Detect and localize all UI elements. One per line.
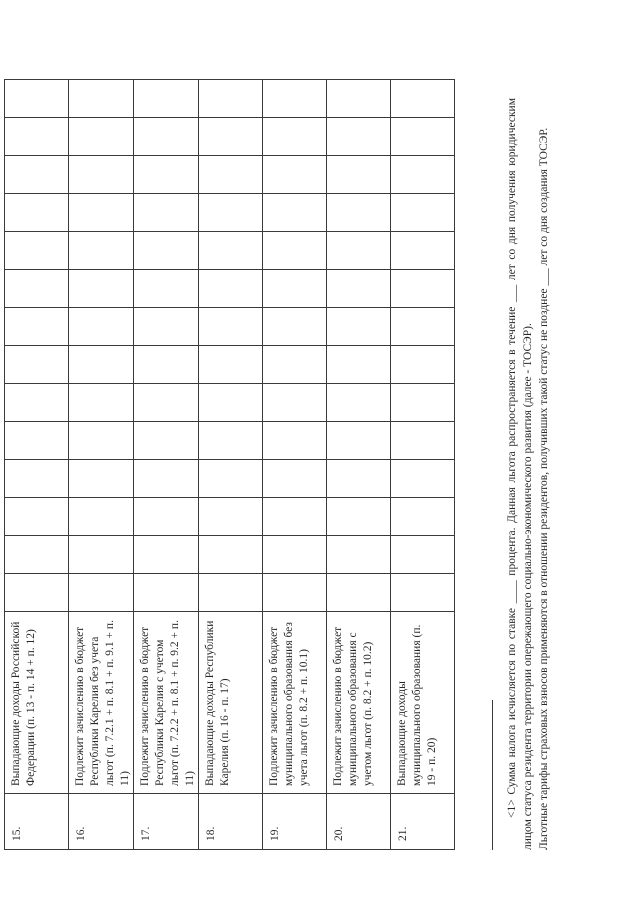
value-cell (391, 460, 455, 498)
value-cell (69, 118, 134, 156)
value-cell (134, 80, 199, 118)
row-indicator-name: Выпадающие доходы муниципального образования (п. 19 - п. 20) (391, 612, 455, 794)
value-cell (263, 232, 327, 270)
footnote-2: Льготные тарифы страховых взносов применяются в отношении резидентов, получивших такой статус не позднее ___ лет со дня создания ТОСЭР. (538, 127, 550, 850)
value-cell (199, 156, 263, 194)
value-cell (263, 156, 327, 194)
row-number: 18. (199, 794, 263, 850)
budget-table-body (5, 80, 455, 850)
value-cell (5, 536, 69, 574)
value-cell (263, 308, 327, 346)
value-cell (199, 574, 263, 612)
value-cell (263, 460, 327, 498)
value-cell (134, 536, 199, 574)
value-cell (199, 80, 263, 118)
value-cell (69, 194, 134, 232)
value-cell (391, 536, 455, 574)
value-cell (199, 384, 263, 422)
value-cell (391, 308, 455, 346)
value-cell (391, 422, 455, 460)
value-cell (327, 80, 391, 118)
value-cell (263, 574, 327, 612)
row-indicator-name: Подлежит зачислению в бюджет Республики Карелия без учета льгот (п. 7.2.1 + п. 8.1 + п. 9.1 + п. 11) (69, 612, 134, 794)
value-cell (327, 118, 391, 156)
value-cell (134, 460, 199, 498)
value-cell (199, 422, 263, 460)
budget-table (4, 79, 455, 850)
value-cell (134, 118, 199, 156)
footnote-separator (492, 700, 493, 850)
value-cell (69, 536, 134, 574)
value-cell (5, 460, 69, 498)
row-number: 21. (391, 794, 455, 850)
value-cell (199, 536, 263, 574)
value-cell (327, 460, 391, 498)
value-cell (327, 232, 391, 270)
value-cell (134, 574, 199, 612)
value-cell (327, 498, 391, 536)
value-cell (327, 536, 391, 574)
row-indicator-name: Подлежит зачислению в бюджет муниципального образования без учета льгот (п. 8.2 + п. 10.1) (263, 612, 327, 794)
value-cell (69, 460, 134, 498)
row-number: 20. (327, 794, 391, 850)
value-cell (5, 574, 69, 612)
value-cell (391, 156, 455, 194)
value-cell (69, 384, 134, 422)
value-cell (391, 118, 455, 156)
table-row (327, 80, 391, 850)
value-cell (391, 194, 455, 232)
value-cell (5, 118, 69, 156)
value-cell (263, 346, 327, 384)
value-cell (327, 270, 391, 308)
value-cell (199, 498, 263, 536)
value-cell (263, 498, 327, 536)
value-cell (5, 498, 69, 536)
value-cell (69, 270, 134, 308)
value-cell (327, 346, 391, 384)
value-cell (5, 384, 69, 422)
value-cell (391, 574, 455, 612)
value-cell (5, 194, 69, 232)
value-cell (69, 232, 134, 270)
value-cell (134, 422, 199, 460)
value-cell (263, 422, 327, 460)
value-cell (5, 156, 69, 194)
value-cell (69, 498, 134, 536)
table-row (263, 80, 327, 850)
value-cell (327, 574, 391, 612)
value-cell (263, 80, 327, 118)
value-cell (391, 80, 455, 118)
row-number: 15. (5, 794, 69, 850)
value-cell (263, 194, 327, 232)
value-cell (391, 384, 455, 422)
value-cell (327, 194, 391, 232)
value-cell (5, 422, 69, 460)
table-row (134, 80, 199, 850)
value-cell (134, 270, 199, 308)
value-cell (69, 80, 134, 118)
row-indicator-name: Выпадающие доходы Российской Федерации (п. 13 - п. 14 + п. 12) (5, 612, 69, 794)
value-cell (69, 156, 134, 194)
value-cell (134, 346, 199, 384)
value-cell (199, 118, 263, 156)
value-cell (199, 346, 263, 384)
value-cell (263, 536, 327, 574)
value-cell (327, 156, 391, 194)
value-cell (263, 384, 327, 422)
row-number: 17. (134, 794, 199, 850)
value-cell (391, 270, 455, 308)
value-cell (199, 270, 263, 308)
value-cell (391, 346, 455, 384)
row-number: 16. (69, 794, 134, 850)
value-cell (5, 232, 69, 270)
value-cell (199, 308, 263, 346)
value-cell (327, 308, 391, 346)
footnote-1: <1> Сумма налога исчисляется по ставке ____ процента. Данная льгота распространяется в течение ___ лет со дня получения юридическим лицом статуса резидента территории опережающего социально-экономического развития (далее - ТОСЭР). (506, 98, 534, 850)
value-cell (391, 498, 455, 536)
value-cell (69, 308, 134, 346)
value-cell (134, 308, 199, 346)
value-cell (134, 232, 199, 270)
value-cell (5, 270, 69, 308)
table-row (5, 80, 69, 850)
row-indicator-name: Подлежит зачислению в бюджет муниципального образования с учетом льгот (п. 8.2 + п. 10.2) (327, 612, 391, 794)
value-cell (327, 422, 391, 460)
rotated-page-content (4, 70, 604, 850)
value-cell (69, 346, 134, 384)
value-cell (134, 384, 199, 422)
table-row (69, 80, 134, 850)
value-cell (5, 308, 69, 346)
value-cell (134, 194, 199, 232)
value-cell (199, 460, 263, 498)
value-cell (199, 194, 263, 232)
row-number: 19. (263, 794, 327, 850)
value-cell (134, 498, 199, 536)
value-cell (69, 574, 134, 612)
value-cell (263, 118, 327, 156)
value-cell (69, 422, 134, 460)
value-cell (5, 80, 69, 118)
row-indicator-name: Подлежит зачислению в бюджет Республики Карелия с учетом льгот (п. 7.2.2 + п. 8.1 + п. 9.2 + п. 11) (134, 612, 199, 794)
value-cell (391, 232, 455, 270)
table-row (391, 80, 455, 850)
value-cell (263, 270, 327, 308)
value-cell (5, 346, 69, 384)
footnotes (504, 98, 552, 850)
value-cell (327, 384, 391, 422)
row-indicator-name: Выпадающие доходы Республики Карелия (п. 16 - п. 17) (199, 612, 263, 794)
table-row (199, 80, 263, 850)
value-cell (134, 156, 199, 194)
value-cell (199, 232, 263, 270)
